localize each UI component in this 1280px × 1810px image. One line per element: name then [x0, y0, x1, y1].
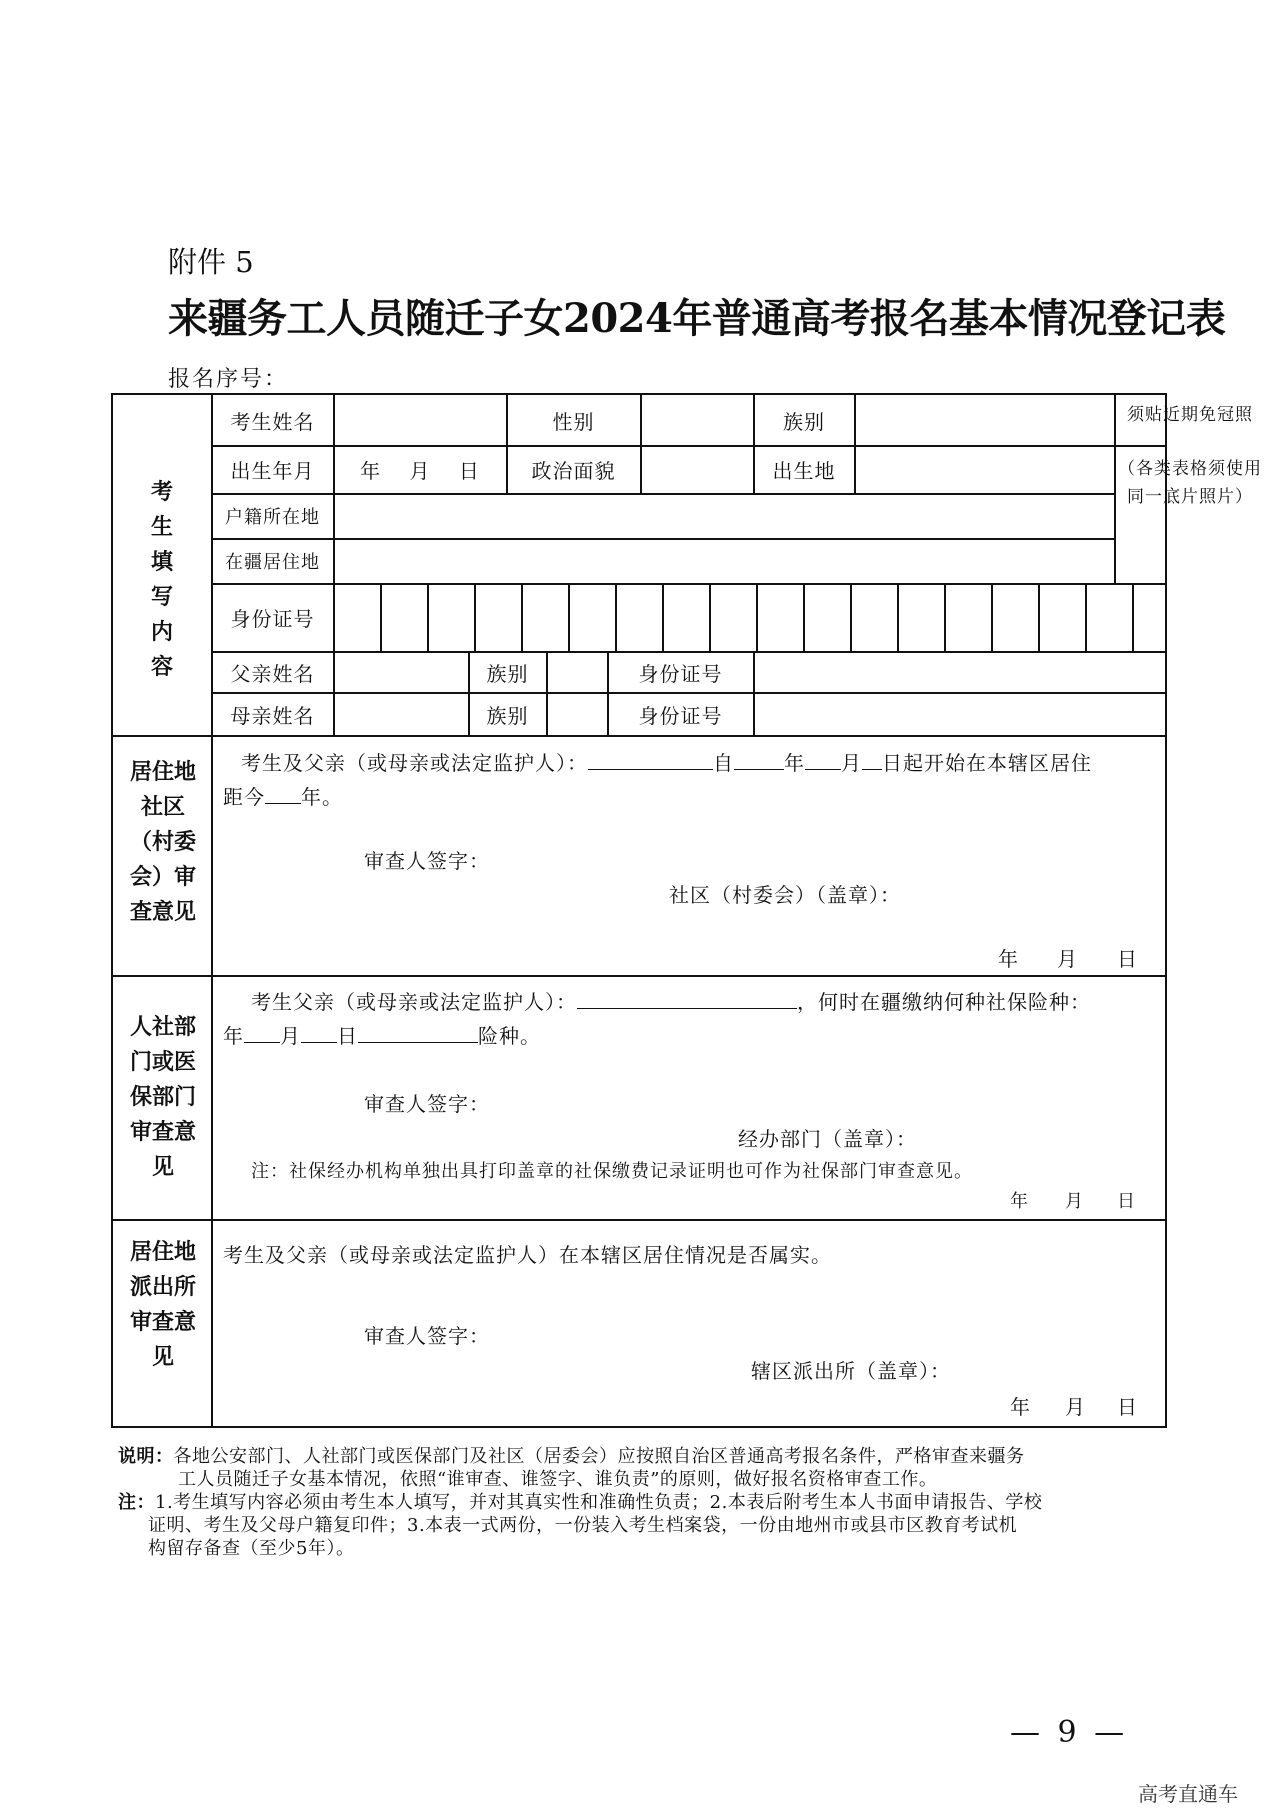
- ethnic-field[interactable]: [855, 395, 1114, 445]
- birth-label: 出生年月: [230, 459, 315, 483]
- police-text: 考生及父亲（或母亲或法定监护人）在本辖区居住情况是否属实。: [223, 1243, 832, 1267]
- community-reviewer-signature[interactable]: 审查人签字：: [364, 849, 490, 873]
- police-date-year: 年: [1010, 1395, 1031, 1419]
- social-note: 注：社保经办机构单独出具打印盖章的社保缴费记录证明也可作为社保部门审查意见。: [251, 1161, 973, 1182]
- residence-field[interactable]: [334, 539, 1114, 583]
- community-date-day: 日: [1117, 947, 1138, 971]
- social-reviewer-signature[interactable]: 审查人签字：: [364, 1092, 490, 1116]
- social-date-year: 年: [1010, 1191, 1029, 1212]
- section-police-label: 居住地派出所审查意见: [129, 1239, 196, 1370]
- registration-form: [111, 393, 1262, 1428]
- birth-field[interactable]: 年 月 日: [360, 459, 480, 483]
- section-social-security-label: 人社部门或医保部门审查意见: [129, 1014, 196, 1180]
- watermark: 高考直通车: [1138, 1782, 1238, 1806]
- mother-label: 母亲姓名: [230, 703, 315, 728]
- hukou-label: 户籍所在地: [225, 507, 320, 528]
- explain-line1: 说明：各地公安部门、人社部门或医保部门及社区（居委会）应按照自治区普通高考报名条件，严格审查来疆务: [118, 1446, 1025, 1467]
- explain-line2: 工人员随迁子女基本情况，依照“谁审查、谁签字、谁负责”的原则，做好报名资格审查工作。: [178, 1469, 938, 1490]
- community-date-month: 月: [1057, 947, 1078, 971]
- serial-number-label: 报名序号：: [168, 367, 289, 392]
- note-line3: 构留存备查（至少5年）。: [148, 1538, 355, 1559]
- birthplace-field[interactable]: [855, 446, 1114, 493]
- police-reviewer-signature[interactable]: 审查人签字：: [364, 1324, 490, 1348]
- community-date-year: 年: [998, 947, 1019, 971]
- social-stamp[interactable]: 经办部门（盖章）：: [738, 1127, 917, 1151]
- gender-field[interactable]: [641, 395, 753, 445]
- page-title: 来疆务工人员随迁子女2024年普通高考报名基本情况登记表: [168, 295, 1226, 342]
- political-label: 政治面貌: [531, 459, 616, 483]
- birthplace-label: 出生地: [772, 459, 836, 483]
- social-date-month: 月: [1065, 1191, 1084, 1212]
- id-label: 身份证号: [230, 607, 315, 631]
- photo-note-1: 须贴近期免冠照: [1127, 405, 1253, 425]
- page-number: — 9 —: [1010, 1715, 1129, 1750]
- attachment-label: 附件 5: [168, 245, 254, 279]
- gender-label: 性别: [552, 409, 595, 434]
- father-ethnic-label: 族别: [486, 661, 529, 686]
- name-field[interactable]: [334, 395, 506, 445]
- community-text-line2: 距今 年。: [223, 785, 343, 809]
- police-date-month: 月: [1065, 1395, 1086, 1419]
- police-date-day: 日: [1117, 1395, 1138, 1419]
- hukou-field[interactable]: [334, 494, 1114, 538]
- section-applicant-label: 考生填写内容: [150, 479, 173, 680]
- note-line2: 证明、考生及父母户籍复印件；3.本表一式两份，一份装入考生档案袋，一份由地州市或县市区教育考试机: [148, 1515, 1018, 1536]
- social-text-line1: 考生父亲（或母亲或法定监护人）： ，何时在疆缴纳何种社保险种：: [251, 990, 1091, 1014]
- social-date-day: 日: [1117, 1191, 1136, 1212]
- ethnic-label: 族别: [783, 409, 825, 434]
- police-stamp[interactable]: 辖区派出所（盖章）：: [751, 1359, 951, 1383]
- photo-area[interactable]: [1115, 401, 1265, 511]
- social-text-line2: 年 月 日 险种。: [223, 1024, 541, 1048]
- mother-id-label: 身份证号: [638, 703, 723, 728]
- note-line1: 注：1.考生填写内容必须由考生本人填写，并对其真实性和准确性负责；2.本表后附考生本人书面申请报告、学校: [118, 1492, 1043, 1513]
- photo-note-2: （各类表格须使用: [1118, 459, 1262, 479]
- photo-note-3: 同一底片照片）: [1127, 487, 1253, 507]
- mother-ethnic-label: 族别: [486, 703, 529, 728]
- community-text-line1: 考生及父亲（或母亲或法定监护人）： 自 年 月 日起开始在本辖区居住: [241, 751, 1092, 775]
- father-label: 父亲姓名: [230, 661, 315, 686]
- name-label: 考生姓名: [230, 409, 315, 434]
- notes-block: [118, 1445, 1168, 1560]
- community-stamp[interactable]: 社区（村委会）（盖章）：: [669, 883, 901, 907]
- residence-label: 在疆居住地: [225, 552, 320, 573]
- political-field[interactable]: [641, 446, 753, 493]
- father-id-label: 身份证号: [638, 661, 723, 686]
- section-community-label: 居住地社区（村委会）审查意见: [129, 759, 196, 925]
